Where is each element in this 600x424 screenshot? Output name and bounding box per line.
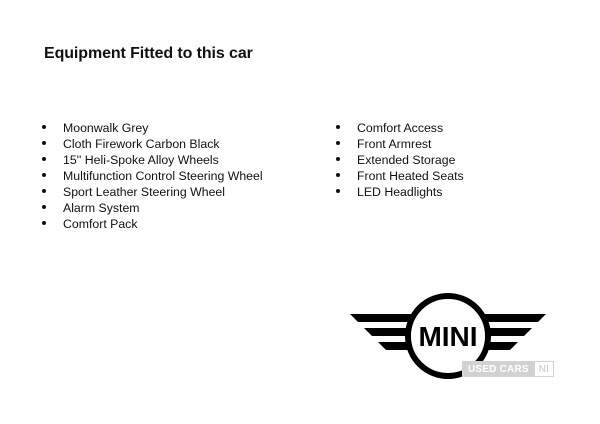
list-item — [336, 120, 464, 136]
list-item — [42, 184, 263, 200]
bullet-icon — [336, 141, 340, 145]
equipment-list-right — [336, 120, 464, 200]
list-item-label: Sport Leather Steering Wheel — [63, 185, 226, 199]
bullet-icon — [42, 141, 46, 145]
list-item-label: Comfort Access — [357, 121, 444, 135]
bullet-icon — [336, 157, 340, 161]
list-item-label: 15'' Heli-Spoke Alloy Wheels — [63, 153, 219, 167]
list-item-label: Cloth Firework Carbon Black — [63, 137, 220, 151]
list-item — [42, 200, 263, 216]
page-title: Equipment Fitted to this car — [44, 45, 253, 62]
list-item-label: Moonwalk Grey — [63, 121, 149, 135]
list-item — [336, 136, 464, 152]
list-item — [336, 168, 464, 184]
list-item — [336, 152, 464, 168]
equipment-list-left — [42, 120, 263, 232]
list-item-label: LED Headlights — [357, 185, 443, 199]
list-item — [336, 184, 464, 200]
bullet-icon — [42, 221, 46, 225]
list-item-label: Front Armrest — [357, 137, 432, 151]
list-item — [42, 152, 263, 168]
bullet-icon — [42, 189, 46, 193]
badge-region-label: NI — [535, 361, 554, 377]
bullet-icon — [42, 157, 46, 161]
list-item — [42, 168, 263, 184]
bullet-icon — [42, 125, 46, 129]
bullet-icon — [42, 205, 46, 209]
mini-wordmark: MINI — [418, 321, 478, 352]
list-item-label: Extended Storage — [357, 153, 456, 167]
list-item — [42, 136, 263, 152]
bullet-icon — [336, 125, 340, 129]
list-item — [42, 216, 263, 232]
badge-used-label: USED CARS — [462, 361, 535, 377]
list-item-label: Alarm System — [63, 201, 140, 215]
list-item-label: Comfort Pack — [63, 217, 138, 231]
bullet-icon — [42, 173, 46, 177]
used-cars-badge — [462, 361, 554, 377]
list-item — [42, 120, 263, 136]
list-item-label: Multifunction Control Steering Wheel — [63, 169, 263, 183]
bullet-icon — [336, 189, 340, 193]
list-item-label: Front Heated Seats — [357, 169, 464, 183]
bullet-icon — [336, 173, 340, 177]
